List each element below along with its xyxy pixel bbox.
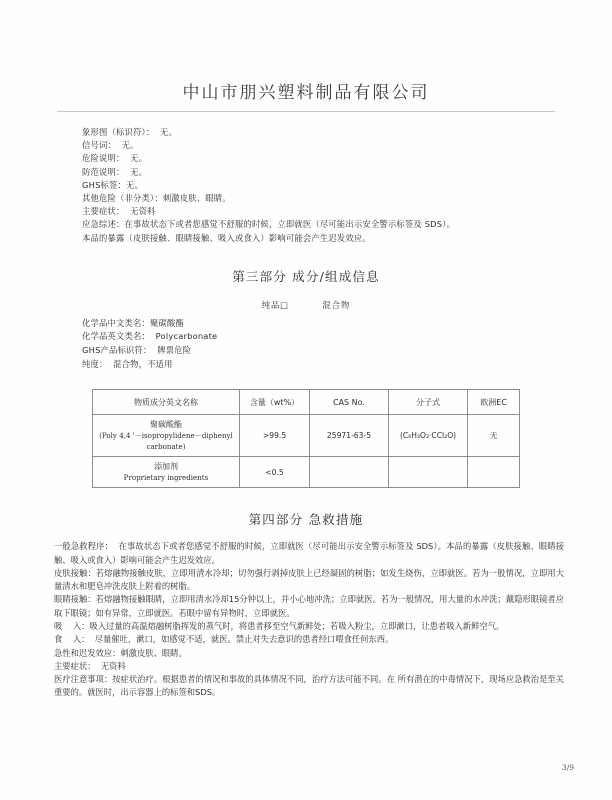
cell-amount: >99.5 [239,415,309,457]
header-substance-name: 物质成分英文名称 [93,390,240,415]
table-header-row [93,390,520,415]
acute-and-delayed-effects: 急性和迟发效应：刺激皮肤、眼睛。 [54,647,187,658]
composition-table [92,389,520,488]
hazard-line: 本品的暴露（皮肤接触、眼睛接触、吸入或食入）影响可能会产生迟发效应。 [82,232,371,243]
cell-europe-ec: 无 [468,415,520,457]
table-row [93,457,520,488]
hazard-line: 信号词： 无。 [82,140,139,151]
hazard-line: 危险说明： 无。 [82,153,148,164]
purity-pure-option[interactable]: 纯品□ [261,299,290,310]
substance-name-cn: 聚碳酸酯 [149,420,182,430]
purity-selector-row [0,299,612,311]
hazard-line: 象形图（标识符）： 无。 [82,127,177,137]
substance-name-en: (Poly 4,4 '－isopropylidene－diphenyl carbonate) [99,431,233,452]
title-divider [57,111,555,112]
hazard-line: 其他危险（非分类）：刺激皮肤、眼睛。 [82,193,231,204]
cell-cas-number [310,457,389,488]
page-number: 3/9 [561,763,574,772]
medical-notes: 医疗注意事项：按症状治疗。根据患者的情况和事故的具体情况不同，治疗方法可能不同。在 所有潜在的中毒情况下，现场应急救治是至关重要的。就医时，出示容器上的标签和SDS。 [54,674,564,698]
header-europe-ec: 欧洲EC [468,390,520,415]
first-aid-eye-contact: 眼睛接触：若熔融物接触眼睛，立即用清水冷却15分钟以上，并小心地冲洗；立即就医。若为一般情况，用大量的水冲洗；戴隐形眼镜者应取下眼镜；如有异常，立即就医。若眼中留有异物时，立即就医。 [54,594,564,618]
cell-europe-ec [468,457,520,488]
hazard-line: 应急综述：在事故状态下或者您感觉不舒服的时候，立即就医（尽可能出示安全警示标签及 SDS）。 [82,219,456,230]
first-aid-skin-contact: 皮肤接触：若熔融物接触皮肤，立即用清水冷却；切勿强行剥掉皮肤上已经凝固的树脂；如发生烧伤，立即就医。若为一般情况，立即用大量清水和肥皂冲洗皮肤上附着的树脂。 [54,567,564,592]
first-aid-ingestion: 食 入： 尽量催吐，漱口，如感觉不适，就医。禁止对失去意识的患者经口喂食任何东西。 [54,634,394,645]
cell-substance-name [93,457,240,488]
table-row [93,415,520,457]
header-amount: 含量（wt%） [239,390,309,415]
hazard-line: 防范说明： 无。 [82,166,148,177]
property-line-chinese-name: 化学品中文类名：聚碳酸酯 [82,317,184,328]
company-title: 中山市朋兴塑料制品有限公司 [182,83,430,103]
cell-cas-number: 25971-63-5 [310,415,389,457]
cell-substance-name [93,415,240,457]
section-three-heading: 第三部分 成分/组成信息 [232,268,380,284]
property-line-ghs-identifier: GHS产品标识符： 牌票危险 [82,345,192,356]
header-cas-number: CAS No. [310,390,389,415]
property-line-english-name: 化学品英文类名： Polycarbonate [82,331,218,342]
first-aid-measures-block [0,540,612,700]
header-molecular-formula: 分子式 [388,390,467,415]
hazard-line: 主要症状： 无资料 [82,206,156,217]
purity-mixture-option[interactable]: 混合物 [322,299,351,310]
chemical-properties-block [0,317,612,371]
substance-name-en: Proprietary ingredients [123,473,209,483]
cell-molecular-formula [388,457,467,488]
first-aid-inhalation: 吸 入：吸入过量的高温熔融树脂挥发的蒸气时，将患者移至空气新鲜处；若吸入粉尘，立即漱口，让患者吸入新鲜空气。 [54,620,505,631]
cell-amount: <0.5 [239,457,309,488]
hazard-line: GHS标签：无。 [82,179,144,190]
property-line-purity: 纯度： 混合物，不适用 [82,358,173,369]
main-symptoms: 主要症状： 无资料 [54,660,126,671]
cell-molecular-formula: (C₆H₃O₂·CCl₂O) [388,415,467,457]
hazard-identification-block [0,126,612,245]
first-aid-general: 一般急救程序： 在事故状态下或者您感觉不舒服的时候，立即就医（尽可能出示安全警示标签及 SDS）。本品的暴露（皮肤接触、眼睛接触、吸入或食入）影响可能会产生迟发效应。 [54,541,564,565]
section-four-heading: 第四部分 急救措施 [248,512,364,528]
substance-name-cn: 添加剂 [153,462,178,472]
